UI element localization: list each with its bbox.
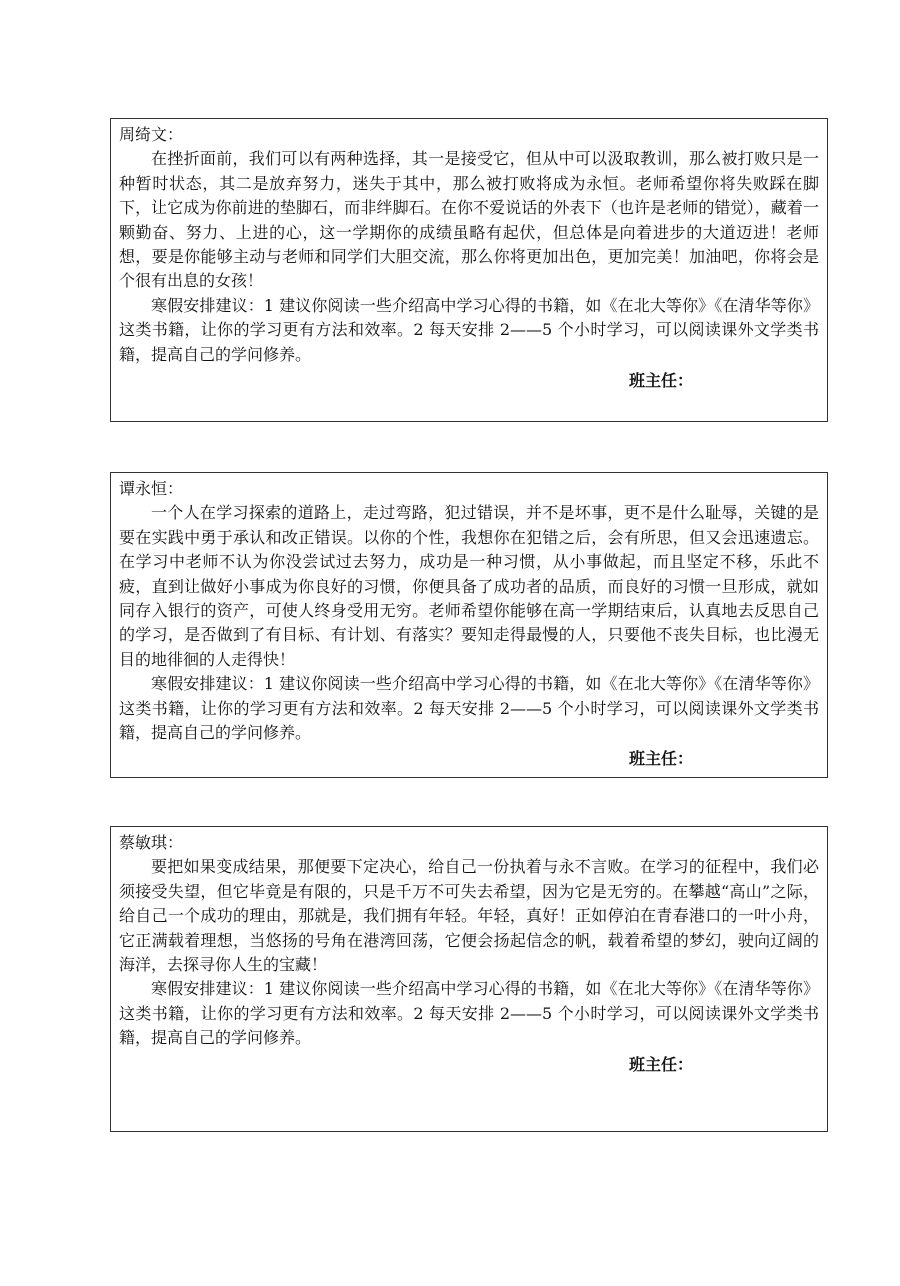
winter-break-advice: 寒假安排建议：1 建议你阅读一些介绍高中学习心得的书籍，如《在北大等你》《在清华等你》这类书籍，让你的学习更有方法和效率。2 每天安排 2——5 个小时学习，可以阅读课外文学类书籍，提高自己的学问修养。 [119,674,819,743]
student-name: 蔡敏琪： [119,833,184,852]
comment-box-2 [110,472,828,778]
teacher-signature-label: 班主任： [628,1054,693,1074]
teacher-signature-label: 班主任： [628,371,693,391]
comment-body: 要把如果变成结果，那便要下定决心，给自己一份执着与永不言败。在学习的征程中，我们必须接受失望，但它毕竟是有限的，只是千万不可失去希望，因为它是无穷的。在攀越“高山”之际，给自己一个成功的理由，那就是，我们拥有年轻。年轻，真好！正如停泊在青春港口的一叶小舟，它正满载着理想，当悠扬的号角在港湾回荡，它便会扬起信念的帆，载着希望的梦幻，驶向辽阔的海洋，去探寻你人生的宝藏！ [119,857,819,975]
student-name: 周绮文： [119,125,184,144]
teacher-signature-label: 班主任： [628,749,693,769]
comment-body: 在挫折面前，我们可以有两种选择，其一是接受它，但从中可以汲取教训，那么被打败只是一种暂时状态，其二是放弃努力，迷失于其中，那么被打败将成为永恒。老师希望你将失败踩在脚下，让它成为你前进的垫脚石，而非绊脚石。在你不爱说话的外表下（也许是老师的错觉），藏着一颗勤奋、努力、上进的心，这一学期你的成绩虽略有起伏，但总体是向着进步的大道迈进！老师想，要是你能够主动与老师和同学们大胆交流，那么你将更加出色，更加完美！加油吧，你将会是个很有出息的女孩！ [119,149,819,291]
winter-break-advice: 寒假安排建议：1 建议你阅读一些介绍高中学习心得的书籍，如《在北大等你》《在清华等你》这类书籍，让你的学习更有方法和效率。2 每天安排 2——5 个小时学习，可以阅读课外文学类书籍，提高自己的学问修养。 [119,979,819,1048]
student-name: 谭永恒： [119,479,184,498]
winter-break-advice: 寒假安排建议：1 建议你阅读一些介绍高中学习心得的书籍，如《在北大等你》《在清华等你》这类书籍，让你的学习更有方法和效率。2 每天安排 2——5 个小时学习，可以阅读课外文学类书籍，提高自己的学问修养。 [119,295,819,364]
comment-body: 一个人在学习探索的道路上，走过弯路，犯过错误，并不是坏事，更不是什么耻辱，关键的是要在实践中勇于承认和改正错误。以你的个性，我想你在犯错之后，会有所思，但又会迅速遗忘。在学习中老师不认为你没尝试过去努力，成功是一种习惯，从小事做起，而且坚定不移，乐此不疲，直到让做好小事成为你良好的习惯，你便具备了成功者的品质，而良好的习惯一旦形成，就如同存入银行的资产，可使人终身受用无穷。老师希望你能够在高一学期结束后，认真地去反思自己的学习，是否做到了有目标、有计划、有落实？要知走得最慢的人，只要他不丧失目标，也比漫无目的地徘徊的人走得快！ [119,503,819,669]
comment-box-1 [110,118,828,422]
comment-box-3 [110,826,828,1132]
